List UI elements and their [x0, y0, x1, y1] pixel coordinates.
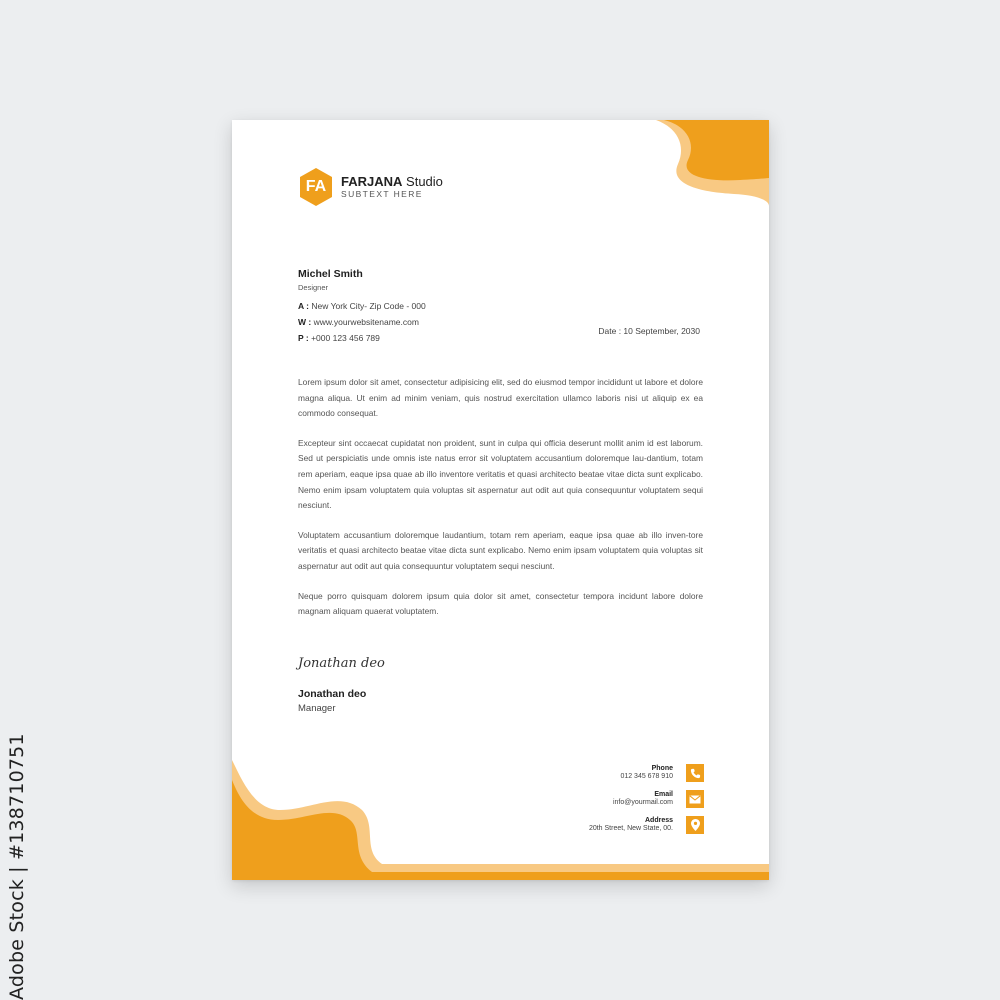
contact-address	[504, 816, 704, 834]
contact-phone	[504, 764, 704, 782]
body-paragraph: Voluptatem accusantium doloremque laudantium, totam rem aperiam, eaque ipsa quae ab illo inven-tore veritatis et quasi architecto beatae vitae dicta sunt explicabo. Nemo enim ipsam voluptatem quia voluptas sit aspernatur aut odit aut quia consequuntur voluptatem sequi nesciunt.	[298, 529, 703, 571]
contact-label: Email	[654, 790, 673, 798]
website-label: W :	[298, 317, 312, 327]
brand-name-rest: Studio	[406, 174, 443, 190]
sender-block	[298, 268, 426, 343]
envelope-icon	[686, 790, 704, 808]
brand-subtext: SUBTEXT HERE	[341, 189, 423, 200]
signer-name: Jonathan deo	[298, 688, 367, 700]
signer-block	[298, 688, 366, 714]
company-logo	[298, 167, 443, 207]
contact-email	[504, 790, 704, 808]
letter-date: Date : 10 September, 2030	[598, 326, 700, 336]
sender-name: Michel Smith	[298, 268, 363, 280]
sender-role: Designer	[298, 283, 329, 292]
body-paragraph: Neque porro quisquam dolorem ipsum quia dolor sit amet, consectetur tempora incidunt labore dolore magnam aliquam quaerat voluptatem.	[298, 590, 703, 617]
body-paragraph: Excepteur sint occaecat cupidatat non proident, sunt in culpa qui officia deserunt mollit anim id est laborum. Sed ut perspiciatis unde omnis iste natus error sit voluptatem accusantium doloremque lau-dantium, totam rem aperiam, eaque ipsa quae ab illo inventore veritatis et quasi architecto beatae vitae dicta sunt explicabo. Nemo enim ipsam voluptatem quia voluptas sit aspernatur aut odit aut quia consequuntur voluptatem sequi nesciunt.	[298, 437, 703, 511]
contact-value: 012 345 678 910	[620, 773, 673, 780]
contact-label: Address	[644, 816, 673, 824]
sender-phone: +000 123 456 789	[311, 333, 380, 343]
body-paragraph: Lorem ipsum dolor sit amet, consectetur adipisicing elit, sed do eiusmod tempor incididunt ut labore et dolore magna aliqua. Ut enim ad minim veniam, quis nostrud exercitation ullamco laboris nisi ut aliquip ex ea commodo consequat.	[298, 377, 703, 419]
contact-value: 20th Street, New State, 00.	[588, 825, 673, 832]
handwritten-signature: Jonathan deo	[298, 656, 385, 671]
sender-website: www.yourwebsitename.com	[313, 317, 419, 327]
brand-name-bold: FARJANA	[341, 174, 403, 190]
stock-id-label: Adobe Stock | #138710751	[6, 733, 28, 1000]
letter-body	[298, 375, 703, 634]
logo-initials: FA	[305, 178, 327, 195]
contact-label: Phone	[651, 764, 673, 772]
contact-value: info@yourmail.com	[612, 799, 673, 806]
sender-address: New York City- Zip Code - 000	[311, 301, 426, 311]
location-pin-icon	[686, 816, 704, 834]
address-label: A :	[298, 301, 310, 311]
letterhead-sheet	[232, 120, 769, 880]
signer-title: Manager	[298, 703, 336, 714]
phone-label: P :	[298, 333, 309, 343]
hexagon-logo-mark	[298, 167, 334, 207]
phone-icon	[686, 764, 704, 782]
